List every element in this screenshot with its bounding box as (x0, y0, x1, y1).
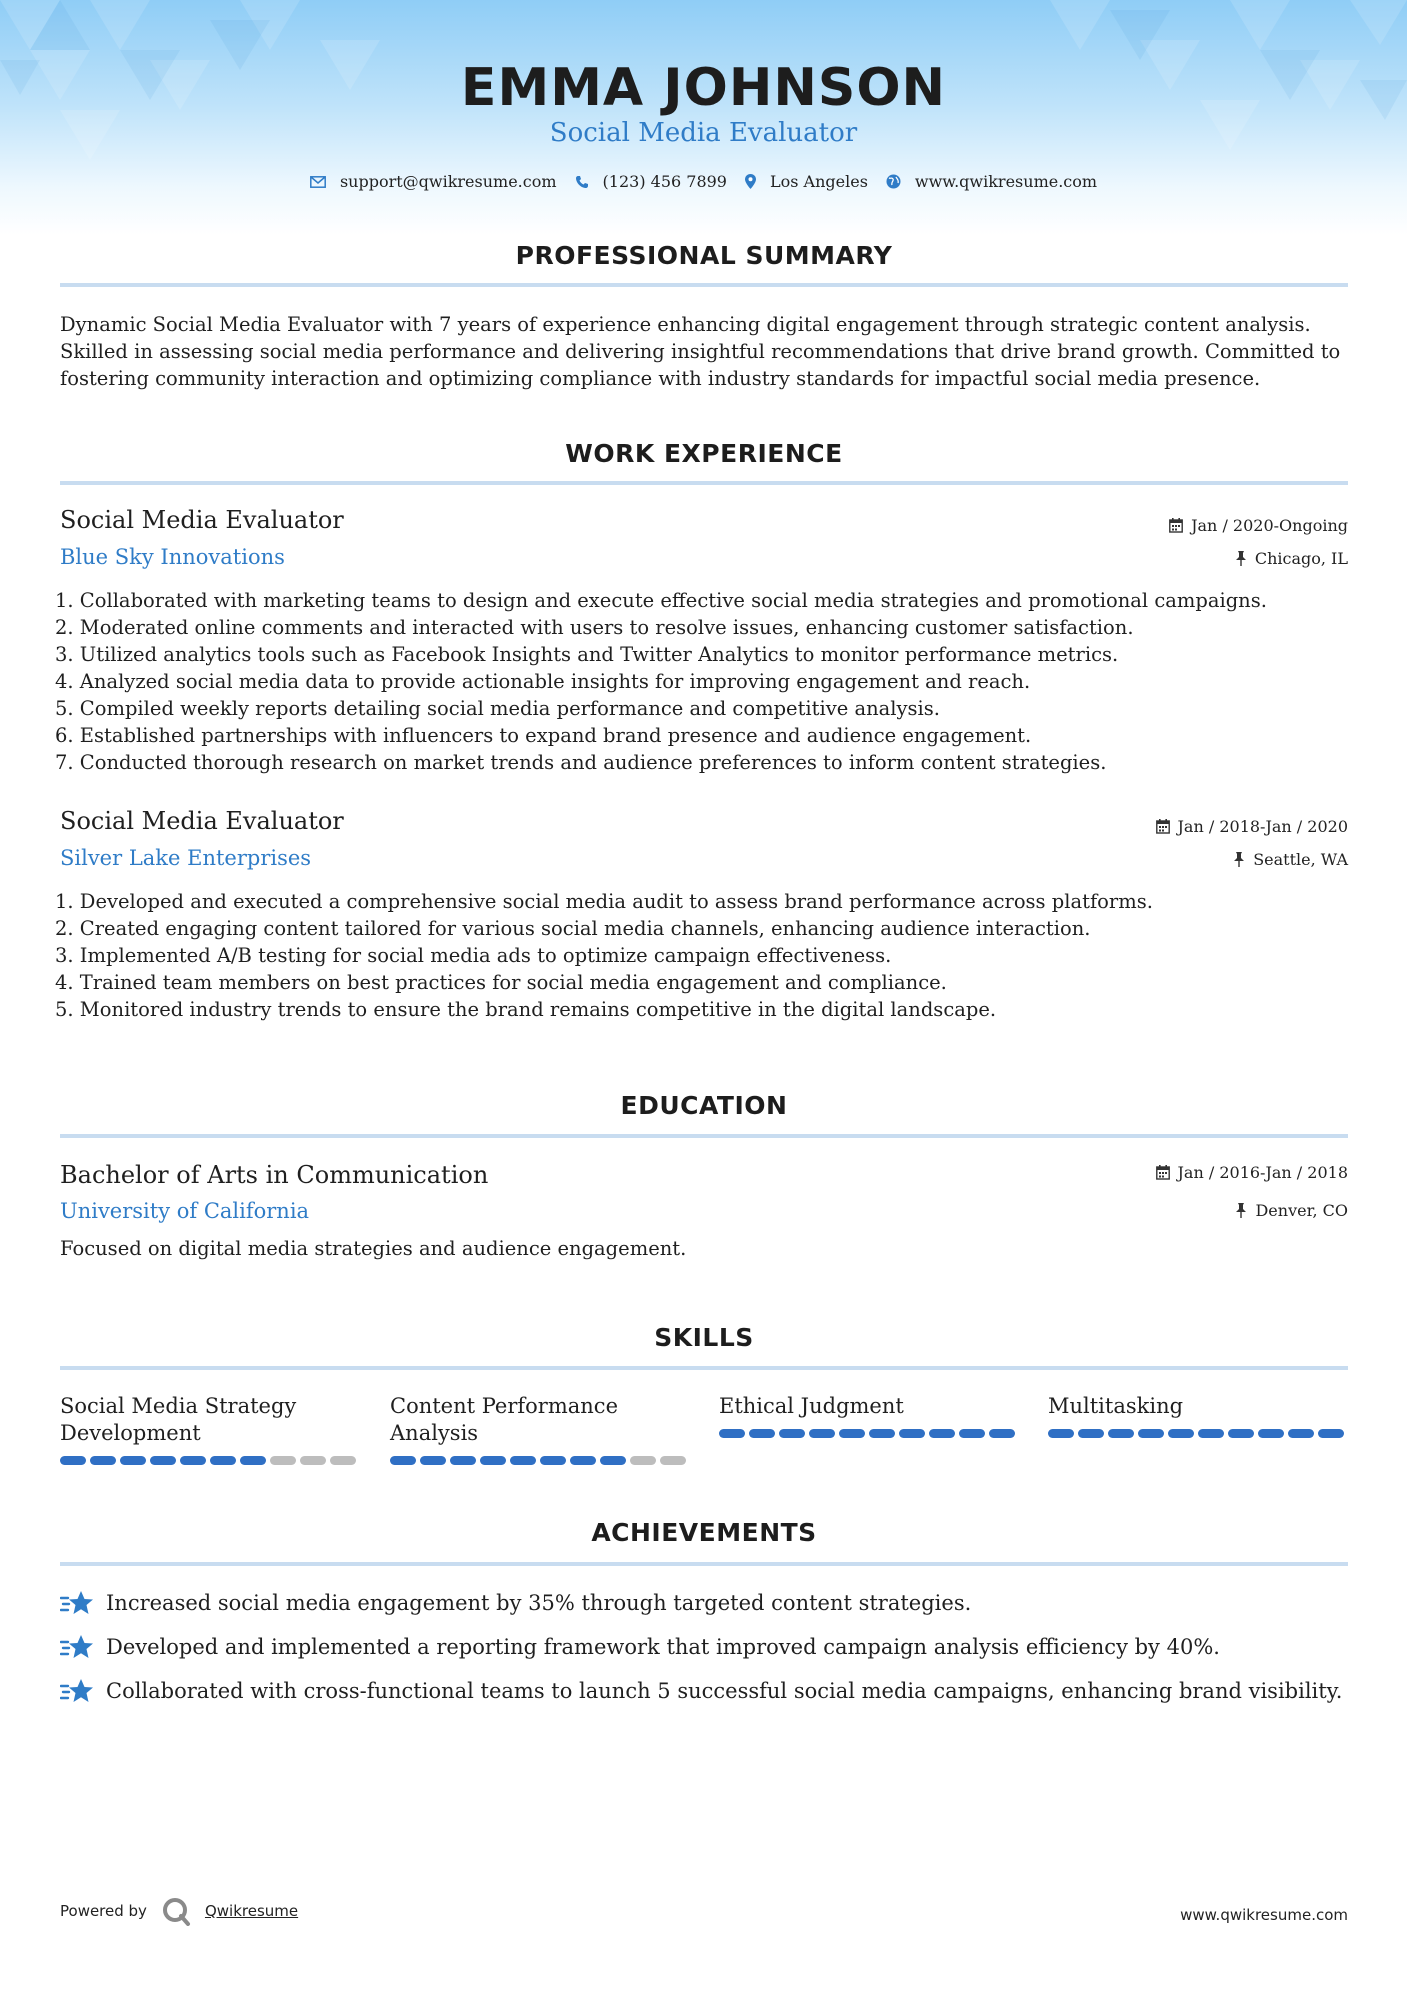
phone-icon (575, 175, 589, 189)
skill-level-segment (270, 1456, 296, 1465)
skill-level-segment (450, 1456, 476, 1465)
job-location (1233, 850, 1348, 869)
skill-item (719, 1393, 1019, 1438)
skill-level-segment (1048, 1429, 1074, 1438)
achievement-item (60, 1633, 1350, 1661)
achievement-item (60, 1677, 1350, 1705)
summary-divider (60, 283, 1348, 287)
achievements-divider (60, 1562, 1348, 1566)
education-divider (60, 1134, 1348, 1138)
skill-name-line: Analysis (390, 1421, 479, 1445)
skill-name-line: Social Media Strategy (60, 1394, 297, 1418)
education-location (1235, 1201, 1348, 1220)
skill-name (390, 1393, 690, 1447)
education-dates (1156, 1163, 1348, 1182)
skill-level-segment (899, 1429, 925, 1438)
skill-level-segment (150, 1456, 176, 1465)
skill-level-segment (420, 1456, 446, 1465)
skill-level-segment (300, 1456, 326, 1465)
job-responsibilities (55, 888, 1345, 1023)
job-company[interactable]: Blue Sky Innovations (60, 545, 285, 569)
contact-location (745, 172, 868, 191)
list-item: 5. Monitored industry trends to ensure the brand remains competitive in the digital landscape. (55, 998, 997, 1021)
pushpin-icon (1235, 551, 1247, 566)
qwikresume-link[interactable]: Qwikresume (204, 1902, 299, 1920)
star-icon (60, 1633, 94, 1661)
skill-item (390, 1393, 690, 1465)
skill-name-line: Ethical Judgment (719, 1394, 904, 1418)
list-item: 1. Collaborated with marketing teams to design and execute effective social media strategies and promotional campaigns. (55, 589, 1267, 612)
education-description: Focused on digital media strategies and audience engagement. (60, 1237, 687, 1260)
qwikresume-logo-icon (161, 1896, 191, 1926)
contact-phone[interactable] (575, 172, 727, 191)
skill-level-segment (390, 1456, 416, 1465)
skill-level-segment (1078, 1429, 1104, 1438)
calendar-icon (1169, 518, 1183, 533)
list-item: 1. Developed and executed a comprehensive social media audit to assess brand performance across platforms. (55, 890, 1153, 913)
list-item: 4. Analyzed social media data to provide actionable insights for improving engagement and reach. (55, 670, 1031, 693)
skill-level-segment (510, 1456, 536, 1465)
job-responsibilities (55, 587, 1345, 776)
skill-level-segment (180, 1456, 206, 1465)
skill-level-segment (959, 1429, 985, 1438)
job-location-text: Seattle, WA (1253, 850, 1348, 869)
experience-divider (60, 481, 1348, 485)
skill-level-segment (929, 1429, 955, 1438)
map-pin-icon (745, 174, 756, 189)
skill-name (60, 1393, 360, 1447)
summary-text: Dynamic Social Media Evaluator with 7 years of experience enhancing digital engagement through strategic content analysis. Skilled in assessing social media performance and delivering insightful recommendations that drive brand growth. Committed to fostering community interaction and optimizing compliance with industry standards for impactful social media presence. (60, 313, 1341, 390)
skill-item (60, 1393, 360, 1465)
education-heading: EDUCATION (620, 1091, 788, 1120)
candidate-title: Social Media Evaluator (549, 118, 858, 148)
star-icon (60, 1677, 94, 1705)
job-title: Social Media Evaluator (60, 506, 344, 534)
achievement-item (60, 1589, 1350, 1617)
summary-heading: PROFESSIONAL SUMMARY (515, 241, 893, 270)
pushpin-icon (1235, 1203, 1247, 1218)
skill-level-bar (1048, 1429, 1348, 1438)
job-location (1235, 549, 1348, 568)
skill-level-segment (1228, 1429, 1254, 1438)
footer-website[interactable]: www.qwikresume.com (1180, 1906, 1348, 1924)
list-item: 2. Moderated online comments and interacted with users to resolve issues, enhancing customer satisfaction. (55, 616, 1134, 639)
experience-heading: WORK EXPERIENCE (565, 439, 843, 468)
job-dates-text: Jan / 2018-Jan / 2020 (1177, 817, 1348, 836)
location-text: Los Angeles (769, 172, 868, 191)
skill-level-bar (719, 1429, 1019, 1438)
list-item: 3. Implemented A/B testing for social media ads to optimize campaign effectiveness. (55, 944, 892, 967)
powered-by-label: Powered by (60, 1902, 147, 1920)
contact-email[interactable] (310, 172, 557, 191)
skill-level-segment (240, 1456, 266, 1465)
education-location-text: Denver, CO (1255, 1201, 1348, 1220)
contact-website[interactable] (886, 172, 1097, 191)
footer-powered-by (60, 1896, 298, 1926)
skill-level-segment (330, 1456, 356, 1465)
skill-level-segment (1318, 1429, 1344, 1438)
skills-divider (60, 1366, 1348, 1370)
skill-name (719, 1393, 1019, 1420)
calendar-icon (1156, 819, 1170, 834)
skill-level-segment (600, 1456, 626, 1465)
skill-level-segment (809, 1429, 835, 1438)
skill-level-segment (90, 1456, 116, 1465)
education-dates-text: Jan / 2016-Jan / 2018 (1177, 1163, 1348, 1182)
star-icon (60, 1589, 94, 1617)
skill-level-bar (390, 1456, 690, 1465)
skill-level-segment (1108, 1429, 1134, 1438)
job-location-text: Chicago, IL (1254, 549, 1348, 568)
achievement-text: Increased social media engagement by 35% through targeted content strategies. (106, 1591, 972, 1615)
skill-name-line: Content Performance (390, 1394, 618, 1418)
job-dates-text: Jan / 2020-Ongoing (1191, 516, 1348, 535)
job-dates (1156, 817, 1348, 836)
candidate-name: EMMA JOHNSON (460, 58, 947, 118)
skill-level-segment (480, 1456, 506, 1465)
website-text: www.qwikresume.com (914, 172, 1098, 191)
skill-level-segment (839, 1429, 865, 1438)
skill-level-segment (630, 1456, 656, 1465)
skill-level-segment (540, 1456, 566, 1465)
achievement-text: Collaborated with cross-functional teams to launch 5 successful social media campaigns, enhancing brand visibility. (106, 1679, 1343, 1703)
envelope-icon (310, 176, 326, 188)
skill-level-segment (1168, 1429, 1194, 1438)
skill-name-line: Development (60, 1421, 201, 1445)
job-company[interactable]: Silver Lake Enterprises (60, 846, 312, 870)
list-item: 6. Established partnerships with influencers to expand brand presence and audience engagement. (55, 724, 1032, 747)
skill-level-segment (989, 1429, 1015, 1438)
email-text: support@qwikresume.com (339, 172, 557, 191)
skill-level-segment (1198, 1429, 1224, 1438)
education-degree: Bachelor of Arts in Communication (60, 1161, 489, 1189)
skill-level-segment (120, 1456, 146, 1465)
skill-level-segment (869, 1429, 895, 1438)
skill-level-segment (1258, 1429, 1284, 1438)
skill-name-line: Multitasking (1048, 1394, 1184, 1418)
list-item: 2. Created engaging content tailored for various social media channels, enhancing audience interaction. (55, 917, 1091, 940)
job-title: Social Media Evaluator (60, 807, 344, 835)
skill-name (1048, 1393, 1348, 1420)
globe-icon (886, 174, 901, 189)
skill-level-segment (60, 1456, 86, 1465)
skill-level-segment (719, 1429, 745, 1438)
list-item: 4. Trained team members on best practices for social media engagement and compliance. (55, 971, 947, 994)
job-dates (1169, 516, 1348, 535)
achievement-text: Developed and implemented a reporting framework that improved campaign analysis efficiency by 40%. (106, 1635, 1220, 1659)
skill-level-segment (210, 1456, 236, 1465)
contact-bar (0, 172, 1407, 191)
list-item: 3. Utilized analytics tools such as Facebook Insights and Twitter Analytics to monitor performance metrics. (55, 643, 1119, 666)
skill-level-segment (1138, 1429, 1164, 1438)
education-school[interactable]: University of California (60, 1199, 310, 1223)
list-item: 7. Conducted thorough research on market trends and audience preferences to inform content strategies. (55, 751, 1107, 774)
skill-level-segment (660, 1456, 686, 1465)
calendar-icon (1156, 1165, 1170, 1180)
skill-level-segment (1288, 1429, 1314, 1438)
phone-text: (123) 456 7899 (602, 172, 727, 191)
list-item: 5. Compiled weekly reports detailing social media performance and competitive analysis. (55, 697, 941, 720)
skill-level-bar (60, 1456, 360, 1465)
skill-level-segment (570, 1456, 596, 1465)
pushpin-icon (1233, 852, 1245, 867)
skill-item (1048, 1393, 1348, 1438)
skill-level-segment (779, 1429, 805, 1438)
skills-heading: SKILLS (654, 1323, 754, 1352)
skill-level-segment (749, 1429, 775, 1438)
achievements-heading: ACHIEVEMENTS (591, 1518, 817, 1547)
